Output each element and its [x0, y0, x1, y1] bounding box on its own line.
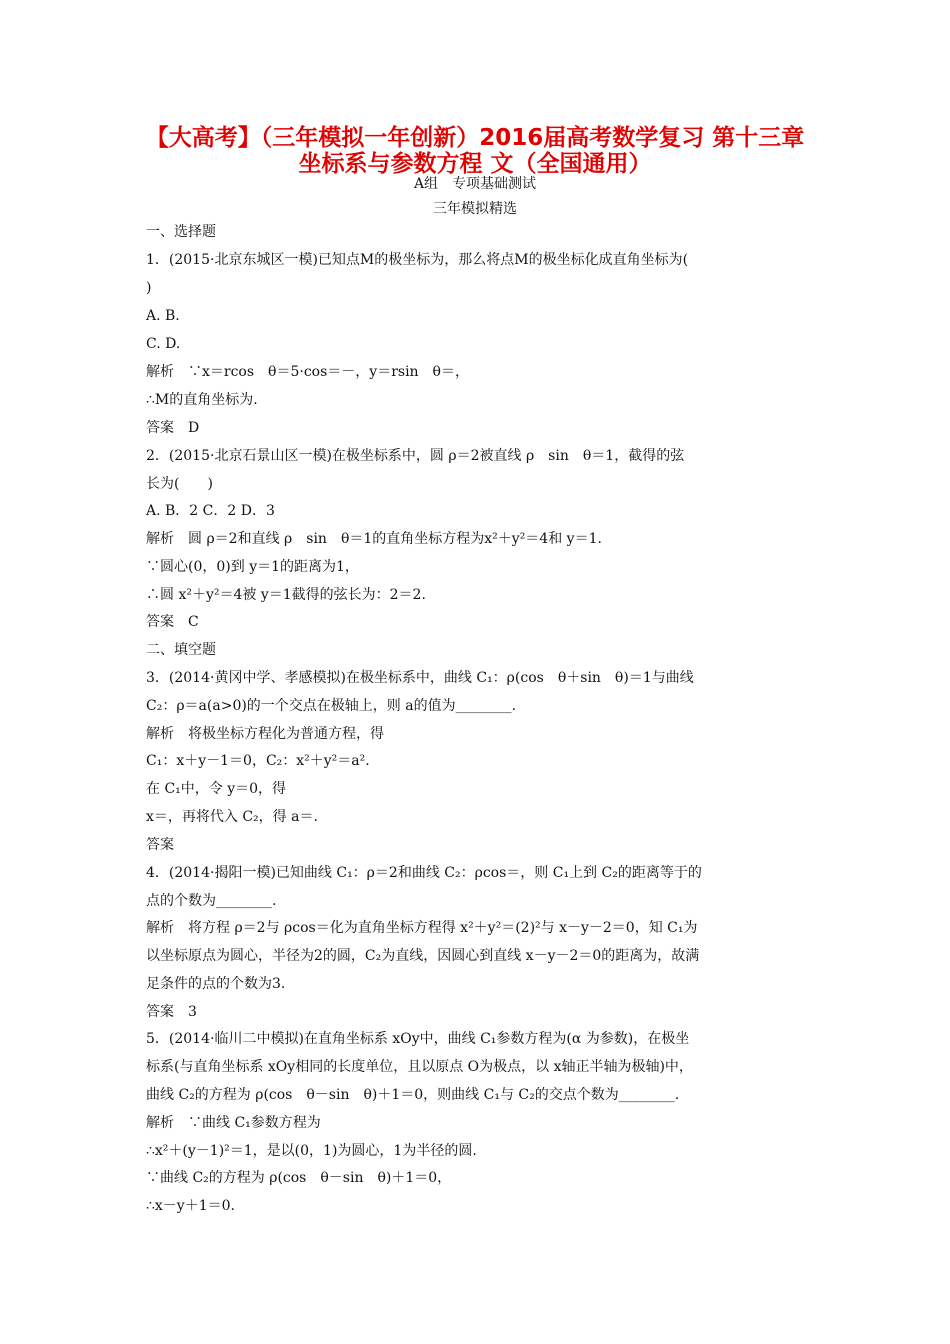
- q4-solution-3: 足条件的点的个数为3.: [146, 976, 286, 992]
- doc-title-line-1: 【大高考】（三年模拟一年创新）2016届高考数学复习 第十三章: [145, 125, 805, 151]
- q2-answer: 答案 C: [146, 614, 199, 630]
- q3-solution: 解析 将极坐标方程化为普通方程，得: [146, 726, 384, 742]
- q4-solution: 解析 将方程 ρ＝2与 ρcos＝化为直角坐标方程得 x²＋y²＝(2)²与 x－y－2＝0，知 C₁为: [146, 920, 698, 936]
- q5-stem: 5．(2014·临川二中模拟)在直角坐标系 xOy中，曲线 C₁参数方程为(α 为参数)，在极坐: [146, 1031, 690, 1047]
- q3-solution-4: x＝，再将代入 C₂，得 a＝.: [146, 809, 318, 825]
- q5-stem-2: 标系(与直角坐标系 xOy相同的长度单位，且以原点 O为极点，以 x轴正半轴为极轴)中，: [146, 1059, 693, 1075]
- q1-options-cd: C. D.: [146, 336, 181, 352]
- q1-solution-cont: ∴M的直角坐标为.: [146, 392, 258, 408]
- q1-solution: 解析 ∵x＝rcos θ＝5·cos＝－，y＝rsin θ＝，: [146, 364, 469, 380]
- q3-solution-2: C₁：x＋y－1＝0，C₂：x²＋y²＝a².: [146, 753, 370, 769]
- q5-solution-2: ∴x²＋(y－1)²＝1，是以(0，1)为圆心，1为半径的圆.: [146, 1143, 477, 1159]
- subgroup-heading: 三年模拟精选: [433, 201, 517, 217]
- q3-answer: 答案: [146, 837, 174, 853]
- q5-solution: 解析 ∵曲线 C₁参数方程为: [146, 1115, 321, 1131]
- q3-stem-cont: C₂：ρ＝a(a>0)的一个交点在极轴上，则 a的值为________.: [146, 698, 517, 714]
- q1-stem-cont: ): [146, 280, 152, 296]
- group-heading: A组 专项基础测试: [413, 176, 537, 192]
- q5-solution-4: ∴x－y＋1＝0.: [146, 1198, 235, 1214]
- q5-solution-3: ∵曲线 C₂的方程为 ρ(cos θ－sin θ)＋1＝0，: [146, 1170, 452, 1186]
- q1-answer: 答案 D: [146, 420, 200, 436]
- q4-solution-2: 以坐标原点为圆心，半径为2的圆，C₂为直线，因圆心到直线 x－y－2＝0的距离为，故满: [146, 948, 700, 964]
- q4-stem: 4．(2014·揭阳一模)已知曲线 C₁：ρ＝2和曲线 C₂：ρcos＝，则 C₁上到 C₂的距离等于的: [146, 865, 702, 881]
- doc-title-line-2: 坐标系与参数方程 文（全国通用）: [298, 151, 652, 177]
- q1-stem: 1．(2015·北京东城区一模)已知点M的极坐标为，那么将点M的极坐标化成直角坐标为(: [146, 252, 689, 268]
- q1-options-ab: A. B.: [146, 308, 180, 324]
- q4-stem-cont: 点的个数为________.: [146, 893, 277, 909]
- q2-options: A. B．2 C．2 D．3: [146, 503, 275, 519]
- q2-stem-cont: 长为( ): [146, 476, 213, 492]
- q2-solution: 解析 圆 ρ＝2和直线 ρ sin θ＝1的直角坐标方程为x²＋y²＝4和 y＝1.: [146, 531, 602, 547]
- section-heading-choice: 一、选择题: [146, 224, 216, 240]
- q2-solution-2: ∵圆心(0，0)到 y＝1的距离为1，: [146, 559, 359, 575]
- q3-solution-3: 在 C₁中，令 y＝0，得: [146, 781, 287, 797]
- q5-stem-3: 曲线 C₂的方程为 ρ(cos θ－sin θ)＋1＝0，则曲线 C₁与 C₂的交点个数为________.: [146, 1087, 680, 1103]
- q2-solution-3: ∴圆 x²＋y²＝4被 y＝1截得的弦长为：2＝2.: [146, 587, 426, 603]
- q4-answer: 答案 3: [146, 1004, 197, 1020]
- q2-stem: 2．(2015·北京石景山区一模)在极坐标系中，圆 ρ＝2被直线 ρ sin θ＝1，截得的弦: [146, 448, 685, 464]
- section-heading-fill: 二、填空题: [146, 642, 216, 658]
- q3-stem: 3．(2014·黄冈中学、孝感模拟)在极坐标系中，曲线 C₁：ρ(cos θ＋sin θ)＝1与曲线: [146, 670, 694, 686]
